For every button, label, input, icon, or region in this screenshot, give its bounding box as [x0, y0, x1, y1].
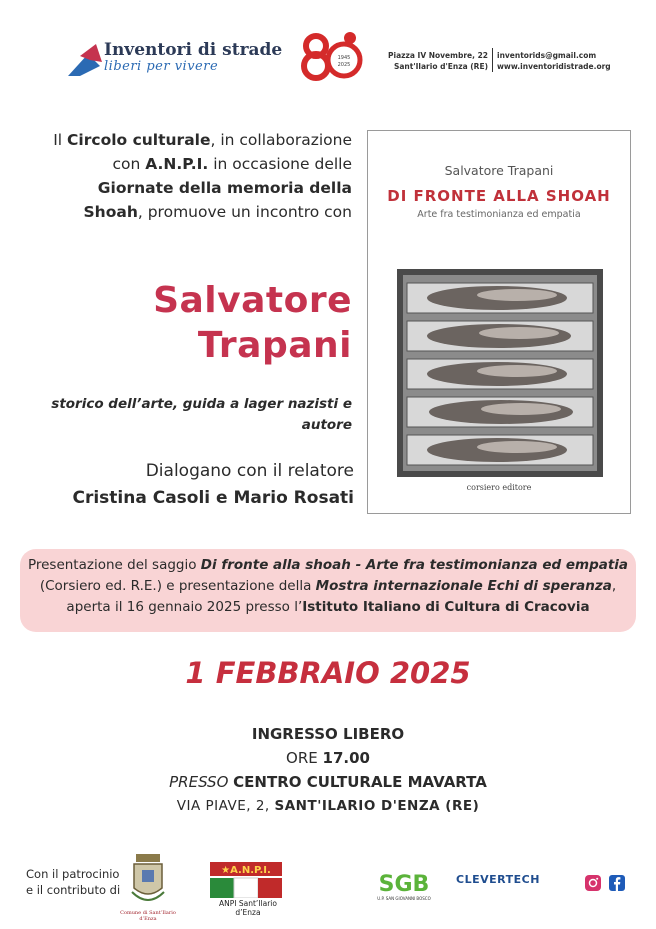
speaker-last-name: Trapani	[197, 325, 352, 366]
address-line1: Piazza IV Novembre, 22	[388, 51, 489, 60]
dialog-section	[40, 458, 354, 512]
svg-text:SGB: SGB	[378, 872, 430, 897]
svg-text:2025: 2025	[337, 62, 351, 68]
anpi-logo-icon	[210, 862, 282, 898]
instagram-icon[interactable]	[585, 875, 601, 891]
speaker-role: storico dell’arte, guida a lager nazisti e autore	[51, 396, 352, 433]
logo-subtitle: liberi per vivere	[104, 59, 219, 74]
svg-text:★A.N.P.I.: ★A.N.P.I.	[221, 865, 271, 876]
event-info: INGRESSO LIBERO ORE 17.00 PRESSO CENTRO CULTURALE MAVARTA	[0, 722, 656, 794]
panel-istituto: Istituto Italiano di Cultura di Cracovia	[302, 599, 590, 615]
presentation-panel: Presentazione del saggio Di fronte alla shoah - Arte fra testimonianza ed empatia (Corsiero ed. R.E.) e presentazione della Mostra internazionale Echi di speranza, aperta il 16 gennaio 2025 presso l’Istituto Italiano di Cultura di Cracovia	[20, 549, 636, 632]
header-divider	[492, 48, 493, 72]
panel-book-title: Di fronte alla shoah - Arte fra testimonianza ed empatia	[200, 557, 629, 573]
dialog-label: Dialogano con il relatore	[145, 461, 354, 481]
book-publisher: corsiero editore	[466, 483, 532, 492]
anpi-name: A.N.P.I.	[145, 155, 209, 173]
book-cover	[367, 130, 631, 514]
birds-photo-icon	[397, 269, 603, 477]
website-link[interactable]: www.inventoridistrade.org	[497, 62, 611, 71]
facebook-icon[interactable]	[609, 875, 625, 891]
event-venue: CENTRO CULTURALE MAVARTA	[233, 773, 487, 791]
event-address: VIA PIAVE, 2, SANT'ILARIO D'ENZA (RE)	[176, 798, 480, 814]
anpi-caption: ANPI Sant’Ilario d’Enza	[219, 899, 277, 917]
entry-label: INGRESSO LIBERO	[251, 725, 405, 743]
svg-text:1945: 1945	[337, 55, 351, 61]
anniversary-80-icon	[298, 26, 364, 82]
event-date: 1 FEBBRAIO 2025	[185, 656, 471, 690]
circolo-culturale: Circolo culturale	[67, 131, 211, 149]
association-address	[388, 50, 488, 72]
event-city: SANT'ILARIO D'ENZA (RE)	[274, 798, 480, 814]
address-line2: Sant'Ilario d'Enza (RE)	[393, 62, 488, 71]
book-subtitle: Arte fra testimonianza ed empatia	[417, 209, 581, 220]
clevertech-logo: CLEVERTECH	[456, 873, 540, 886]
association-contact	[497, 50, 611, 72]
giornate-memoria: Giornate della memoria della Shoah	[83, 179, 352, 221]
logo-title: Inventori di strade	[104, 40, 283, 60]
intro-paragraph: Il Circolo culturale, in collaborazione con A.N.P.I. in occasione delle Giornate della memoria della Shoah, promuove un incontro con	[53, 131, 352, 221]
patronage-text: Con il patrocinio e il contributo di	[26, 867, 121, 897]
speaker-name	[40, 278, 352, 368]
email-link[interactable]: inventorids@gmail.com	[497, 51, 597, 60]
comune-crest-icon	[128, 852, 168, 914]
panel-mostra: Mostra internazionale Echi di speranza	[315, 578, 612, 594]
sgb-logo-icon	[376, 869, 432, 903]
dialog-names: Cristina Casoli e Mario Rosati	[72, 488, 354, 508]
book-title: DI FRONTE ALLA SHOAH	[387, 187, 611, 205]
book-author: Salvatore Trapani	[444, 163, 554, 178]
comune-caption: Comune di Sant’Ilario d’Enza	[120, 910, 176, 922]
svg-text:U.P. SAN GIOVANNI BOSCO: U.P. SAN GIOVANNI BOSCO	[377, 896, 431, 901]
speaker-first-name: Salvatore	[153, 280, 352, 321]
event-time: 17.00	[322, 749, 370, 767]
